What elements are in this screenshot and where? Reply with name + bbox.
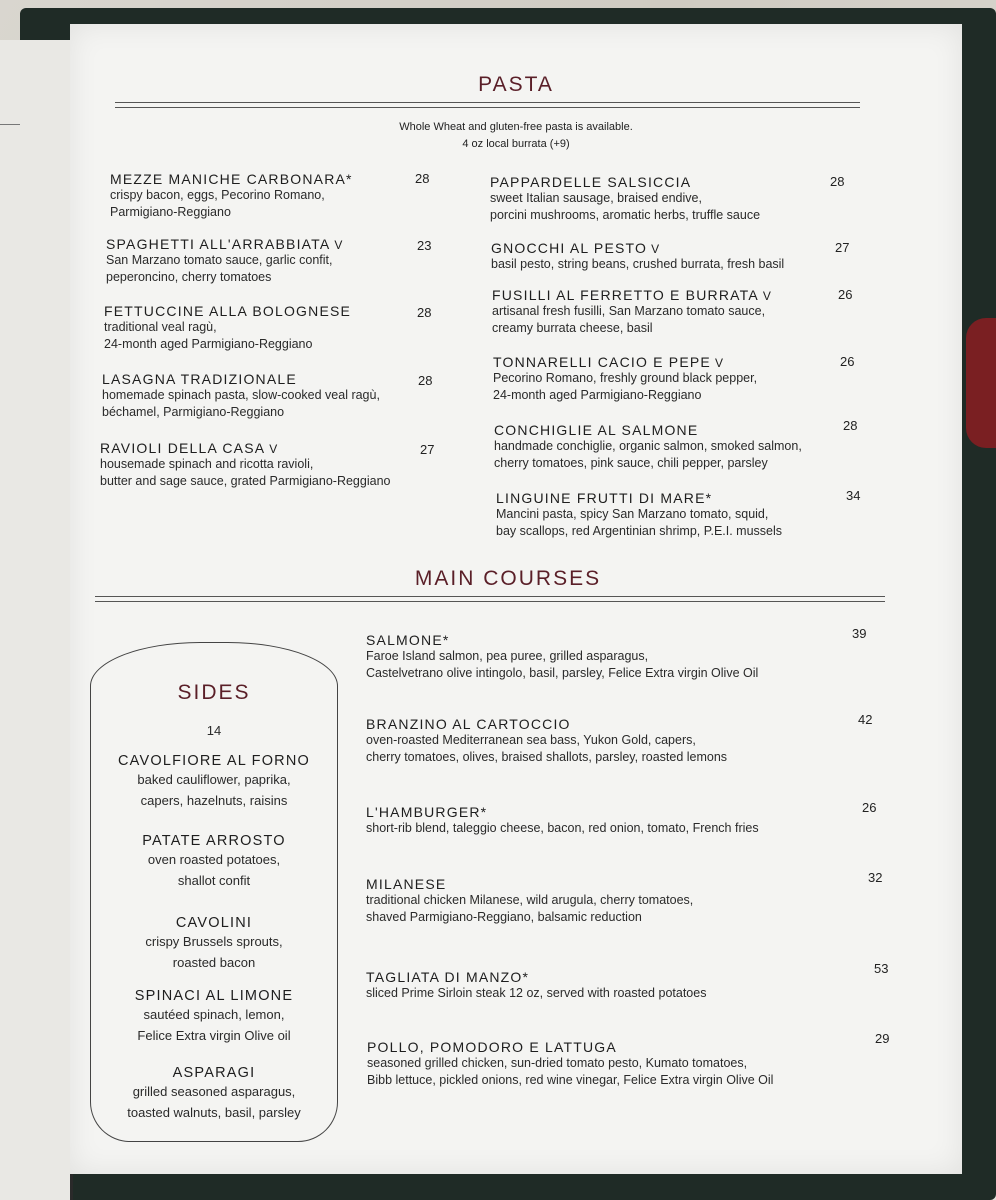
- item-desc: bay scallops, red Argentinian shrimp, P.E.I. mussels: [496, 524, 783, 538]
- left-page-rule: [0, 124, 20, 125]
- vegetarian-icon: V: [269, 442, 279, 456]
- item-name-text: TONNARELLI CACIO E PEPE: [493, 354, 711, 370]
- menu-strap: [966, 318, 996, 448]
- vegetarian-icon: V: [762, 289, 773, 303]
- item-desc: Castelvetrano olive intingolo, basil, parsley, Felice Extra virgin Olive Oil: [366, 666, 759, 680]
- item-desc: baked cauliflower, paprika,: [137, 772, 291, 787]
- item-desc: sweet Italian sausage, braised endive,: [490, 191, 702, 205]
- item-price: 26: [840, 354, 855, 369]
- item-name: BRANZINO AL CARTOCCIO: [366, 716, 571, 732]
- vegetarian-icon: V: [714, 356, 725, 370]
- item-name-text: RAVIOLI DELLA CASA: [100, 440, 266, 456]
- item-desc: béchamel, Parmigiano-Reggiano: [102, 405, 285, 419]
- item-desc: San Marzano tomato sauce, garlic confit,: [106, 253, 333, 267]
- pasta-item: [104, 303, 434, 353]
- item-price: 29: [875, 1031, 890, 1046]
- pasta-item: [492, 287, 862, 337]
- item-desc: oven roasted potatoes,: [147, 852, 281, 867]
- item-price: 27: [835, 240, 850, 255]
- main-item: [366, 870, 886, 926]
- pasta-item: [496, 490, 876, 540]
- item-desc: homemade spinach pasta, slow-cooked veal ragù,: [102, 388, 380, 402]
- item-desc: seasoned grilled chicken, sun-dried tomato pesto, Kumato tomatoes,: [367, 1056, 748, 1070]
- side-item: [91, 833, 337, 891]
- item-price: 28: [830, 174, 845, 189]
- sides-title: SIDES: [177, 681, 251, 704]
- item-price: 28: [417, 305, 432, 320]
- item-name: [100, 440, 450, 456]
- pasta-title: PASTA: [478, 73, 554, 96]
- item-desc: housemade spinach and ricotta ravioli,: [100, 457, 314, 471]
- item-desc: traditional chicken Milanese, wild arugula, cherry tomatoes,: [366, 893, 694, 907]
- pasta-rule: [115, 102, 860, 108]
- item-name: TAGLIATA DI MANZO*: [366, 969, 530, 985]
- item-price: 28: [415, 171, 430, 186]
- item-name-text: GNOCCHI AL PESTO: [491, 240, 648, 256]
- item-desc: oven-roasted Mediterranean sea bass, Yukon Gold, capers,: [366, 733, 696, 747]
- pasta-item: [100, 440, 450, 490]
- item-price: 28: [843, 418, 858, 433]
- pasta-item: [491, 240, 851, 273]
- item-desc: grilled seasoned asparagus,: [132, 1084, 296, 1099]
- item-desc: capers, hazelnuts, raisins: [140, 793, 288, 808]
- item-name: [491, 240, 851, 256]
- item-desc: butter and sage sauce, grated Parmigiano-Reggiano: [100, 474, 391, 488]
- item-desc: Bibb lettuce, pickled onions, red wine vinegar, Felice Extra virgin Olive Oil: [367, 1073, 774, 1087]
- item-desc: traditional veal ragù,: [104, 320, 217, 334]
- mains-title: MAIN COURSES: [414, 567, 602, 590]
- item-name: MILANESE: [366, 876, 447, 892]
- mains-rule: [95, 596, 885, 602]
- item-name: [106, 236, 436, 252]
- side-item: [91, 915, 337, 973]
- main-item: [367, 1031, 897, 1089]
- item-price: 27: [420, 442, 435, 457]
- item-price: 34: [846, 488, 861, 503]
- main-item: [366, 712, 886, 766]
- item-name: FETTUCCINE ALLA BOLOGNESE: [104, 303, 352, 319]
- item-desc: roasted bacon: [172, 955, 256, 970]
- main-item: [366, 800, 886, 837]
- pasta-item: [494, 418, 874, 472]
- vegetarian-icon: V: [334, 238, 344, 252]
- item-desc: sautéed spinach, lemon,: [143, 1007, 285, 1022]
- main-item: [366, 626, 886, 682]
- item-desc: handmade conchiglie, organic salmon, smoked salmon,: [494, 439, 802, 453]
- item-desc: Mancini pasta, spicy San Marzano tomato, squid,: [496, 507, 769, 521]
- item-desc: creamy burrata cheese, basil: [492, 321, 653, 335]
- sides-price: 14: [206, 723, 222, 738]
- pasta-item: [102, 371, 442, 421]
- item-price: 23: [417, 238, 432, 253]
- item-price: 42: [858, 712, 873, 727]
- item-name-text: SPAGHETTI ALL'ARRABBIATA: [106, 236, 331, 252]
- side-item: [91, 988, 337, 1046]
- item-desc: 24-month aged Parmigiano-Reggiano: [493, 388, 702, 402]
- item-name: CAVOLFIORE AL FORNO: [118, 753, 310, 769]
- item-price: 26: [838, 287, 853, 302]
- left-page-edge: [0, 40, 73, 1200]
- item-name: ASPARAGI: [172, 1065, 256, 1081]
- item-desc: Faroe Island salmon, pea puree, grilled asparagus,: [366, 649, 649, 663]
- item-price: 28: [418, 373, 433, 388]
- item-desc: sliced Prime Sirloin steak 12 oz, served with roasted potatoes: [366, 986, 707, 1000]
- item-name: SPINACI AL LIMONE: [134, 988, 294, 1004]
- pasta-item: [106, 236, 436, 286]
- item-desc: basil pesto, string beans, crushed burrata, fresh basil: [491, 257, 785, 271]
- item-name: [492, 287, 862, 303]
- main-item: [366, 961, 889, 1002]
- item-desc: crispy bacon, eggs, Pecorino Romano,: [110, 188, 325, 202]
- item-name: PAPPARDELLE SALSICCIA: [490, 174, 692, 190]
- pasta-item: [493, 354, 863, 404]
- pasta-note-2: 4 oz local burrata (+9): [462, 138, 570, 150]
- item-name: PATATE ARROSTO: [142, 833, 286, 849]
- pasta-note-1: Whole Wheat and gluten-free pasta is available.: [399, 121, 633, 133]
- item-desc: 24-month aged Parmigiano-Reggiano: [104, 337, 313, 351]
- pasta-item: [490, 174, 850, 224]
- item-name: SALMONE*: [366, 632, 450, 648]
- item-price: 32: [868, 870, 883, 885]
- item-name: LINGUINE FRUTTI DI MARE*: [496, 490, 713, 506]
- item-price: 39: [852, 626, 867, 641]
- item-price: 26: [862, 800, 877, 815]
- item-desc: shallot confit: [177, 873, 251, 888]
- item-desc: short-rib blend, taleggio cheese, bacon, red onion, tomato, French fries: [366, 821, 759, 835]
- item-desc: peperoncino, cherry tomatoes: [106, 270, 272, 284]
- vegetarian-icon: V: [651, 242, 661, 256]
- item-name: [493, 354, 863, 370]
- item-desc: Parmigiano-Reggiano: [110, 205, 231, 219]
- side-item: [91, 1065, 337, 1123]
- side-item: [91, 753, 337, 811]
- item-desc: crispy Brussels sprouts,: [145, 934, 283, 949]
- item-price: 53: [874, 961, 889, 976]
- pasta-item: [110, 171, 440, 221]
- item-desc: shaved Parmigiano-Reggiano, balsamic reduction: [366, 910, 642, 924]
- item-name: L'HAMBURGER*: [366, 804, 488, 820]
- item-desc: Felice Extra virgin Olive oil: [137, 1028, 291, 1043]
- item-desc: artisanal fresh fusilli, San Marzano tomato sauce,: [492, 304, 766, 318]
- item-name: CONCHIGLIE AL SALMONE: [494, 422, 699, 438]
- item-desc: cherry tomatoes, pink sauce, chili pepper, parsley: [494, 456, 768, 470]
- item-name: MEZZE MANICHE CARBONARA*: [110, 171, 353, 187]
- item-name: POLLO, POMODORO E LATTUGA: [367, 1039, 617, 1055]
- sides-box: [90, 642, 338, 1142]
- menu-page: [70, 24, 962, 1174]
- item-name-text: FUSILLI AL FERRETTO E BURRATA: [492, 287, 759, 303]
- item-desc: porcini mushrooms, aromatic herbs, truffle sauce: [490, 208, 761, 222]
- item-name: LASAGNA TRADIZIONALE: [102, 371, 297, 387]
- item-desc: cherry tomatoes, olives, braised shallots, parsley, roasted lemons: [366, 750, 728, 764]
- item-desc: toasted walnuts, basil, parsley: [127, 1105, 301, 1120]
- item-desc: Pecorino Romano, freshly ground black pepper,: [493, 371, 758, 385]
- item-name: CAVOLINI: [175, 915, 253, 931]
